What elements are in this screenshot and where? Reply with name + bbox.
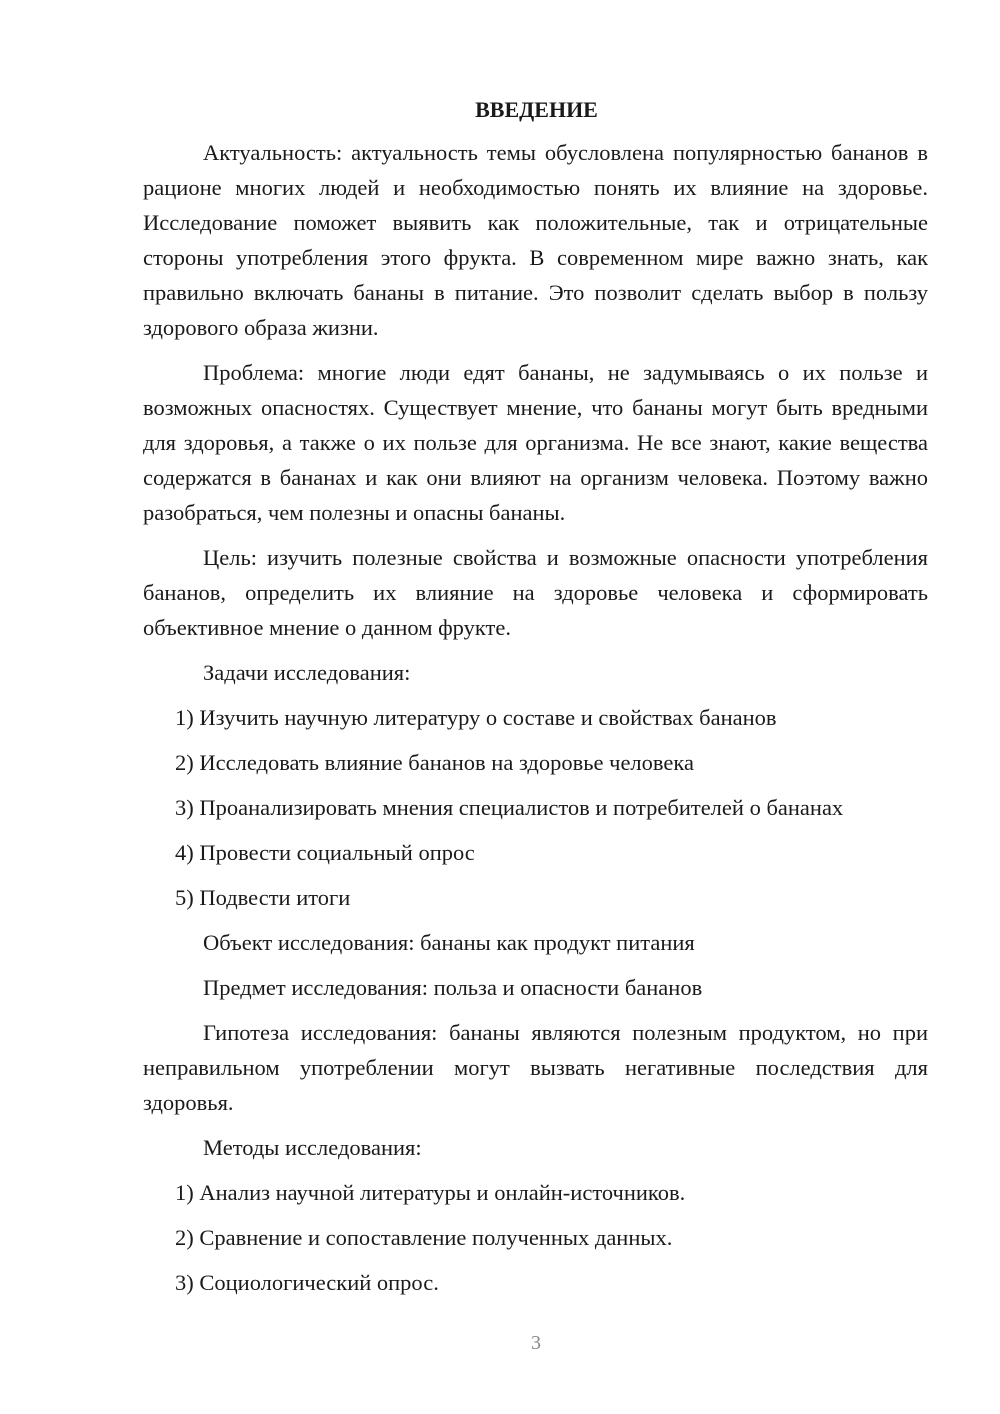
list-item: 1) Изучить научную литературу о составе и свойствах бананов <box>175 705 777 730</box>
subject-line: Предмет исследования: польза и опасности бананов <box>203 975 703 1000</box>
hypothesis-paragraph: Гипотеза исследования: бананы являются полезным продуктом, но при неправильном употреблении могут вызвать негативные последствия для здоровья. <box>143 1020 928 1115</box>
list-item: 2) Сравнение и сопоставление полученных данных. <box>175 1225 673 1250</box>
list-item: 3) Социологический опрос. <box>175 1270 439 1295</box>
list-item: 5) Подвести итоги <box>175 885 351 910</box>
page-number: 3 <box>531 1332 541 1354</box>
page-content <box>143 92 928 1310</box>
list-item: 1) Анализ научной литературы и онлайн-источников. <box>175 1180 686 1205</box>
tasks-heading: Задачи исследования: <box>203 660 411 685</box>
list-item: 4) Провести социальный опрос <box>175 840 475 865</box>
goal-paragraph: Цель: изучить полезные свойства и возможные опасности употребления бананов, определить их влияние на здоровье человека и сформировать объективное мнение о данном фрукте. <box>143 545 928 640</box>
relevance-paragraph: Актуальность: актуальность темы обусловлена популярностью бананов в рационе многих людей и необходимостью понять их влияние на здоровье. Исследование поможет выявить как положительные, так и отрицательные стороны употребления этого фрукта. В современном мире важно знать, как правильно включать бананы в питание. Это позволит сделать выбор в пользу здорового образа жизни. <box>143 140 928 340</box>
section-title: ВВЕДЕНИЕ <box>475 97 598 122</box>
tasks-list <box>143 700 928 915</box>
object-line: Объект исследования: бананы как продукт питания <box>203 930 695 955</box>
methods-list <box>143 1175 928 1300</box>
list-item: 3) Проанализировать мнения специалистов и потребителей о бананах <box>175 795 844 820</box>
problem-paragraph: Проблема: многие люди едят бананы, не задумываясь о их пользе и возможных опасностях. Существует мнение, что бананы могут быть вредными для здоровья, а также о их пользе для организма. Не все знают, какие вещества содержатся в бананах и как они влияют на организм человека. Поэтому важно разобраться, чем полезны и опасны бананы. <box>143 360 928 525</box>
methods-heading: Методы исследования: <box>203 1135 422 1160</box>
list-item: 2) Исследовать влияние бананов на здоровье человека <box>175 750 694 775</box>
